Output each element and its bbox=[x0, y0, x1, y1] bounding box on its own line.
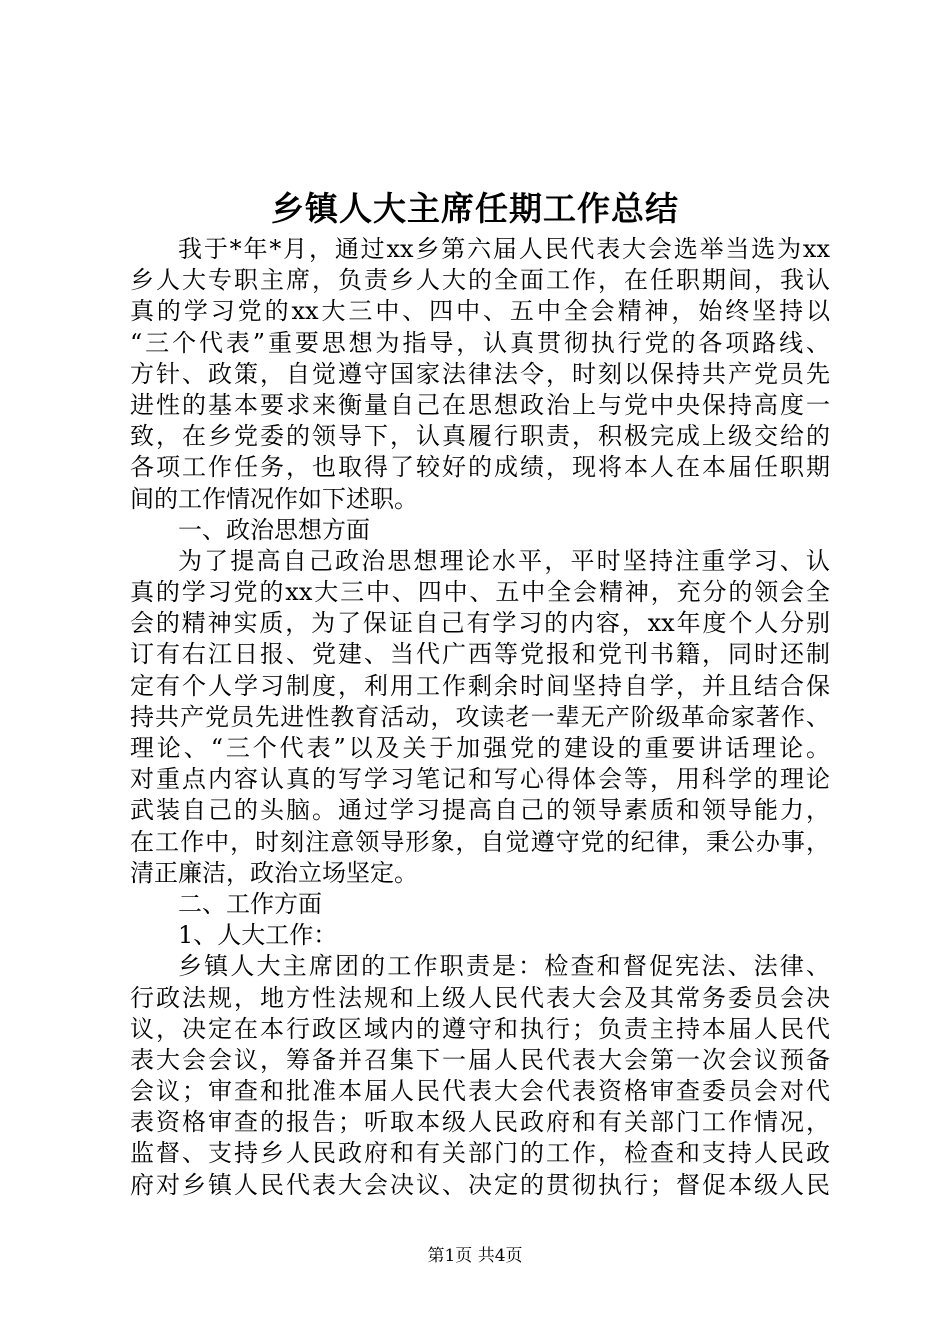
text-line: 会议；审查和批准本届人民代表大会代表资格审查委员会对代 bbox=[130, 1077, 830, 1106]
text-line: 会的精神实质，为了保证自己有学习的内容，xx年度个人分别 bbox=[130, 609, 830, 638]
text-line: 进性的基本要求来衡量自己在思想政治上与党中央保持高度一 bbox=[130, 390, 830, 419]
section-heading: 1、人大工作： bbox=[178, 921, 338, 950]
text-line: 乡镇人大主席团的工作职责是：检查和督促宪法、法律、 bbox=[178, 952, 830, 981]
text-line: 表资格审查的报告；听取本级人民政府和有关部门工作情况， bbox=[130, 1108, 830, 1137]
text-line: 定有个人学习制度，利用工作剩余时间坚持自学，并且结合保 bbox=[130, 671, 830, 700]
text-line: 间的工作情况作如下述职。 bbox=[130, 484, 418, 513]
text-line: 真的学习党的xx大三中、四中、五中全会精神，始终坚持以 bbox=[130, 297, 830, 326]
text-line: 我于*年*月，通过xx乡第六届人民代表大会选举当选为xx bbox=[178, 235, 830, 263]
text-line: 真的学习党的xx大三中、四中、五中全会精神，充分的领会全 bbox=[130, 578, 830, 607]
text-line: 在工作中，时刻注意领导形象，自觉遵守党的纪律，秉公办事， bbox=[130, 827, 830, 856]
text-line: 表大会会议，筹备并召集下一届人民代表大会第一次会议预备 bbox=[130, 1045, 830, 1074]
text-line: 为了提高自己政治思想理论水平，平时坚持注重学习、认 bbox=[178, 546, 830, 575]
document-title: 乡镇人大主席任期工作总结 bbox=[271, 189, 679, 228]
text-line: 对重点内容认真的写学习笔记和写心得体会等，用科学的理论 bbox=[130, 765, 830, 794]
section-heading: 一、政治思想方面 bbox=[178, 515, 370, 544]
text-line: 方针、政策，自觉遵守国家法律法令，时刻以保持共产党员先 bbox=[130, 359, 830, 388]
text-line: 订有右江日报、党建、当代广西等党报和党刊书籍，同时还制 bbox=[130, 640, 830, 669]
text-line: 监督、支持乡人民政府和有关部门的工作，检查和支持人民政 bbox=[130, 1139, 830, 1168]
text-line: 清正廉洁，政治立场坚定。 bbox=[130, 858, 418, 887]
text-line: 各项工作任务，也取得了较好的成绩，现将本人在本届任职期 bbox=[130, 453, 830, 482]
text-line: 乡人大专职主席，负责乡人大的全面工作，在任职期间，我认 bbox=[130, 266, 830, 295]
text-line: “三个代表”重要思想为指导，认真贯彻执行党的各项路线、 bbox=[130, 328, 830, 357]
text-line: 行政法规，地方性法规和上级人民代表大会及其常务委员会决 bbox=[130, 983, 830, 1012]
text-line: 持共产党员先进性教育活动，攻读老一辈无产阶级革命家著作、 bbox=[130, 702, 830, 731]
text-line: 府对乡镇人民代表大会决议、决定的贯彻执行；督促本级人民 bbox=[130, 1170, 830, 1199]
page-number: 第1页 共4页 bbox=[427, 1246, 523, 1266]
text-line: 理论、“三个代表”以及关于加强党的建设的重要讲话理论。 bbox=[130, 734, 830, 762]
section-heading: 二、工作方面 bbox=[178, 889, 322, 918]
text-line: 议，决定在本行政区域内的遵守和执行；负责主持本届人民代 bbox=[130, 1014, 830, 1043]
text-line: 致，在乡党委的领导下，认真履行职责，积极完成上级交给的 bbox=[130, 422, 830, 451]
text-line: 武装自己的头脑。通过学习提高自己的领导素质和领导能力， bbox=[130, 796, 830, 825]
document-body bbox=[130, 234, 830, 1201]
